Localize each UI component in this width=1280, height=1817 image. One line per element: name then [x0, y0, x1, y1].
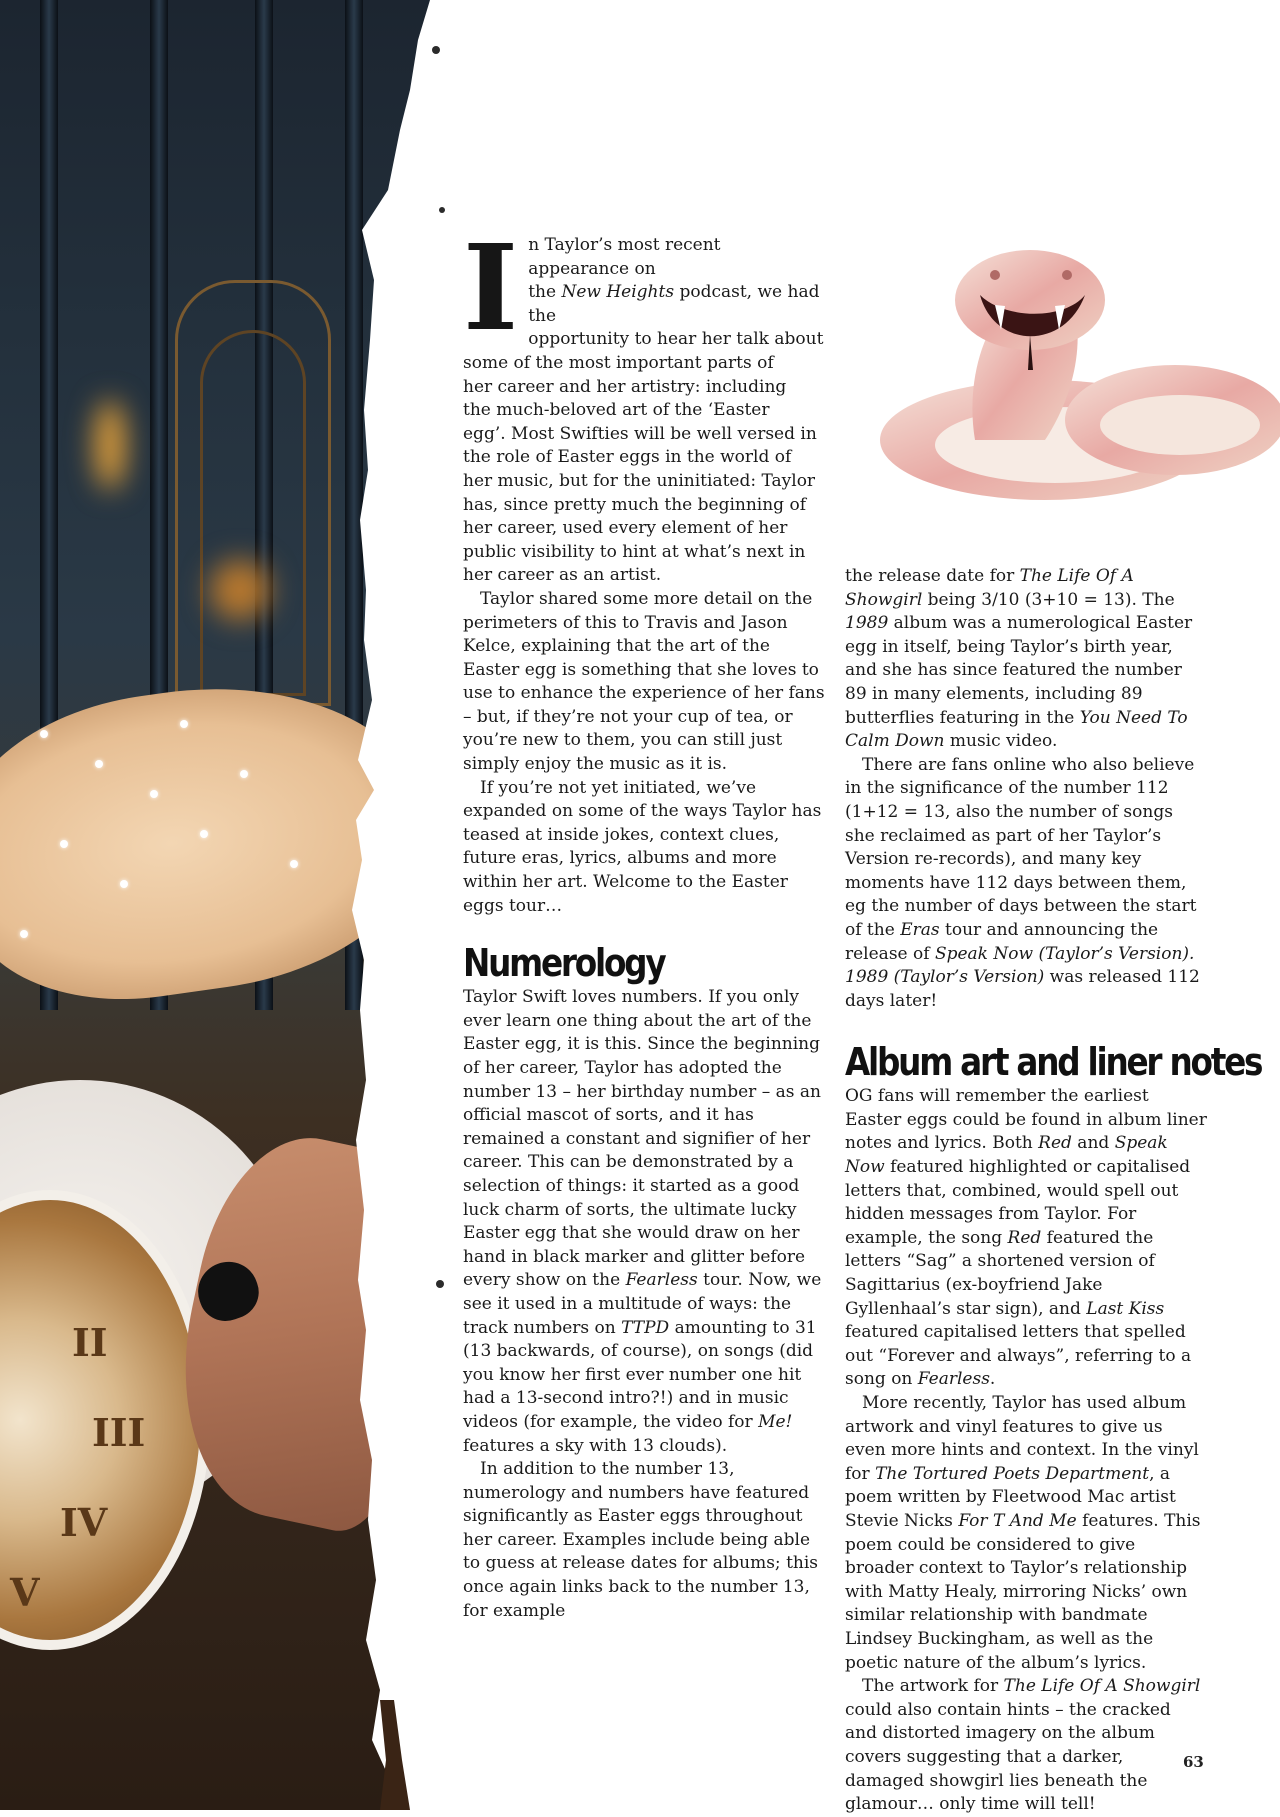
glitter-sparkle: [20, 930, 28, 938]
clock-numeral: IV: [60, 1500, 108, 1545]
light-glow: [95, 400, 125, 490]
page-number: 63: [1183, 1753, 1204, 1771]
glitter-sparkle: [95, 760, 103, 768]
gate-arch: [200, 330, 306, 696]
glitter-sparkle: [120, 880, 128, 888]
body-paragraph: OG fans will remember the earliest Easter eggs could be found in album liner notes and lyrics. Both Red and Speak Now featured highlighted or capitalised letters that, combined, would spell out hidden messages from Taylor. For example, the song Red featured the letters “Sag” a shortened version of Sagittarius (ex-boyfriend Jake Gyllenhaal’s star sign), and Last Kiss featured capitalised letters that spelled out “Forever and always”, referring to a song on Fearless.: [845, 1086, 1207, 1390]
glitter-sparkle: [40, 730, 48, 738]
body-paragraph: Taylor shared some more detail on the perimeters of this to Travis and Jason Kelce, explaining that the art of the Easter egg is something that she loves to use to enhance the experience of her fans – but, if they’re not your cup of tea, or you’re new to them, you can still just simply enjoy the music as it is.: [463, 588, 825, 775]
glitter-sparkle: [240, 770, 248, 778]
clock-numeral: V: [10, 1570, 40, 1615]
clock-numeral: III: [92, 1410, 146, 1455]
intro-paragraph: n Taylor’s most recent appearance on the New Heights podcast, we had the opportunity to hear her talk about some of the most important parts of her career and her artistry: including the much-beloved art of the ‘Easter egg’. Most Swifties will be well versed in the role of Easter eggs in the world of her music, but for the uninitiated: Taylor has, since pretty much the beginning of her career, used every element of her public visibility to hint at what’s next in her career as an artist.: [463, 235, 824, 586]
section-heading-album-art: Album art and liner notes: [845, 1040, 1262, 1085]
body-paragraph: There are fans online who also believe in the significance of the number 112 (1+12 = 13, also the number of songs she reclaimed as part of her Taylor’s Version re-records), and many key moments have 112 days between them, eg the number of days between the start of the Eras tour and announcing the release of Speak Now (Taylor’s Version). 1989 (Taylor’s Version) was released 112 days later!: [845, 754, 1200, 1011]
glitter-sparkle: [150, 790, 158, 798]
article-column-right: [845, 565, 1262, 1817]
torn-paper-edge: [350, 0, 460, 1810]
glitter-sparkle: [180, 720, 188, 728]
article-column-left: [463, 218, 825, 1623]
glitter-sparkle: [290, 860, 298, 868]
body-paragraph: The artwork for The Life Of A Showgirl could also contain hints – the cracked and distorted imagery on the album covers suggesting that a darker, damaged showgirl lies beneath the glamour… only time will tell!: [845, 1676, 1201, 1815]
body-paragraph: If you’re not yet initiated, we’ve expanded on some of the ways Taylor has teased at inside jokes, context clues, future eras, lyrics, albums and more within her art. Welcome to the Easter eggs tour…: [463, 777, 822, 916]
body-paragraph: In addition to the number 13, numerology and numbers have featured significantly as Easter eggs throughout her career. Examples include being able to guess at release dates for albums; this once again links back to the number 13, for example: [463, 1459, 819, 1621]
clock-numeral: II: [72, 1320, 108, 1365]
body-paragraph: More recently, Taylor has used album artwork and vinyl features to give us even more hints and context. In the vinyl for The Tortured Poets Department, a poem written by Fleetwood Mac artist Stevie Nicks For T And Me features. This poem could be considered to give broader context to Taylor’s relationship with Matty Healy, mirroring Nicks’ own similar relationship with bandmate Lindsey Buckingham, as well as the poetic nature of the album’s lyrics.: [845, 1393, 1201, 1673]
light-glow: [210, 560, 270, 620]
body-paragraph: the release date for The Life Of A Showgirl being 3/10 (3+10 = 13). The 1989 album was a numerological Easter egg in itself, being Taylor’s birth year, and she has since featured the number 89 in many elements, including 89 butterflies featuring in the You Need To Calm Down music video.: [845, 566, 1193, 752]
snake-illustration: [845, 240, 1280, 540]
drop-cap: I: [463, 218, 519, 357]
glitter-sparkle: [200, 830, 208, 838]
section-heading-numerology: Numerology: [463, 941, 665, 986]
body-paragraph: Taylor Swift loves numbers. If you only ever learn one thing about the art of the Easter egg, it is this. Since the beginning of her career, Taylor has adopted the number 13 – her birthday number – as an official mascot of sorts, and it has remained a constant and signifier of her career. This can be demonstrated by a selection of things: it started as a good luck charm of sorts, the ultimate lucky Easter egg that she would draw on her hand in black marker and glitter before every show on the Fearless tour. Now, we see it used in a multitude of ways: the track numbers on TTPD amounting to 31 (13 backwards, of course), on songs (did you know her first ever number one hit had a 13-second intro?!) and in music videos (for example, the video for Me! features a sky with 13 clouds).: [463, 987, 822, 1456]
glitter-sparkle: [60, 840, 68, 848]
